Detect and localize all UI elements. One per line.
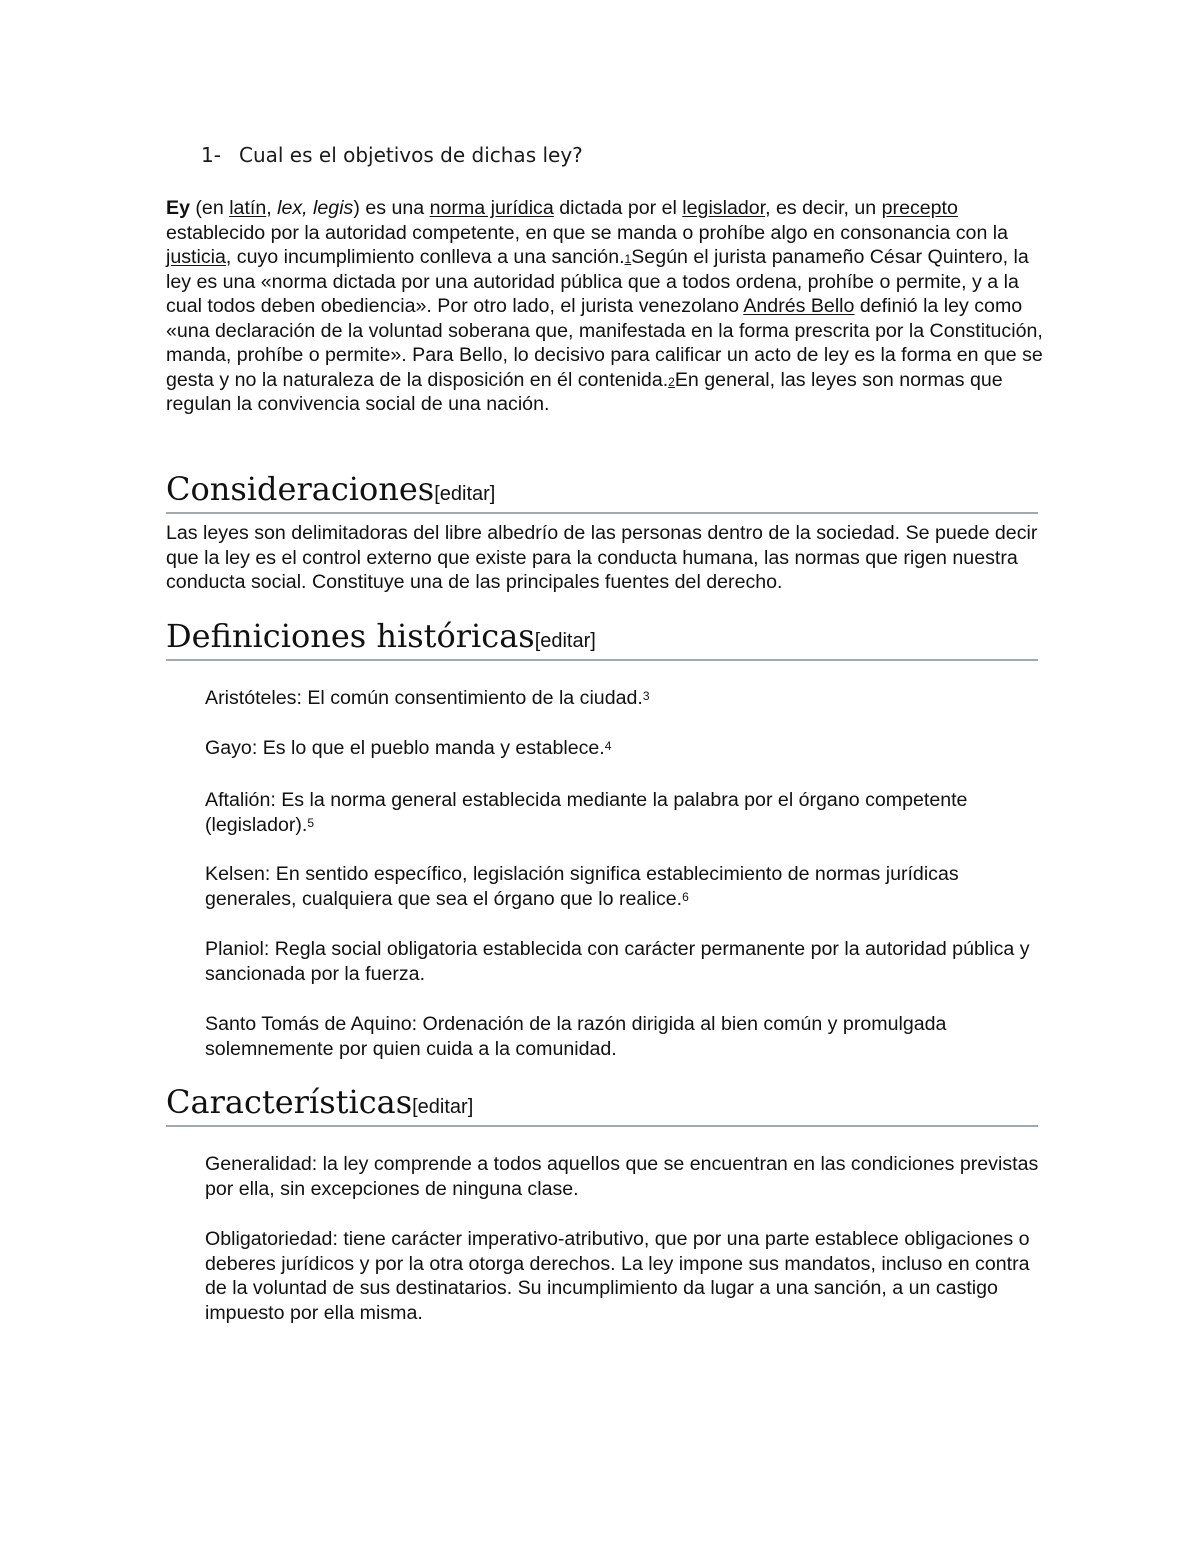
- intro-text: establecido por la autoridad competente, en que se manda o prohíbe algo en consonancia con la: [166, 221, 1009, 244]
- link-precepto[interactable]: precepto: [881, 197, 958, 219]
- edit-link-consideraciones[interactable]: [editar]: [434, 483, 496, 505]
- intro-text: definió la ley como «una declaración de la voluntad soberana que, manifestada en la forma prescrita por la Constitución, manda, prohíbe o permite». Para Bello, lo decisivo para calificar un acto de ley es la forma en que se gesta y no la naturaleza de la disposición en él contenida.: [166, 295, 1043, 391]
- link-andres-bello[interactable]: Andrés Bello: [743, 295, 855, 317]
- intro-text: ) es una: [353, 197, 430, 219]
- footnote-ref-2[interactable]: 2: [668, 374, 675, 389]
- heading-title: Consideraciones: [166, 470, 435, 508]
- question-text: Cual es el objetivos de dichas ley?: [239, 143, 583, 167]
- link-justicia[interactable]: justicia: [166, 246, 226, 268]
- intro-text: ,: [266, 197, 278, 219]
- characteristic-item: Obligatoriedad: tiene carácter imperativo-atributivo, que por una parte establece obligaciones o deberes jurídicos y por la otra otorga derechos. La ley impone sus mandatos, incluso en contra de la voluntad de sus destinatarios. Su incumplimiento da lugar a una sanción, a un castigo impuesto por ella misma.: [205, 1228, 1030, 1324]
- heading-title: Definiciones históricas: [166, 617, 535, 655]
- intro-lead: Ey: [166, 197, 190, 219]
- definition-item: [205, 862, 1045, 911]
- definition-item: [205, 686, 1045, 711]
- definition-item: [205, 1012, 1045, 1061]
- footnote-ref-4[interactable]: 4: [604, 739, 612, 753]
- question-heading: [201, 143, 583, 167]
- intro-lex: lex, legis: [277, 197, 354, 219]
- heading-definiciones: [166, 617, 1038, 661]
- link-legislador[interactable]: legislador: [682, 197, 766, 219]
- heading-title: Características: [166, 1083, 413, 1121]
- footnote-ref-1[interactable]: 1: [624, 252, 632, 266]
- footnote-ref-3[interactable]: 3: [642, 689, 650, 703]
- definition-item: [205, 736, 1045, 761]
- heading-caracteristicas: [166, 1083, 1038, 1127]
- definition-text: Aristóteles: El común consentimiento de la ciudad.: [205, 687, 643, 709]
- definition-text: Gayo: Es lo que el pueblo manda y establece.: [205, 737, 605, 759]
- link-latin[interactable]: latín: [229, 197, 267, 219]
- footnote-ref-5[interactable]: 5: [307, 815, 315, 830]
- consideraciones-paragraph: Las leyes son delimitadoras del libre albedrío de las personas dentro de la sociedad. Se puede decir que la ley es el control externo que existe para la conducta humana, las normas que rigen nuestra conducta social. Constituye una de las principales fuentes del derecho.: [166, 522, 1038, 593]
- intro-paragraph: [166, 196, 1046, 417]
- intro-text: En general, las leyes son normas que regulan la convivencia social de una nación.: [166, 368, 1003, 415]
- intro-text: , cuyo incumplimiento conlleva a una sanción.: [225, 246, 625, 268]
- definition-item: [205, 937, 1045, 986]
- footnote-ref-6[interactable]: 6: [682, 889, 689, 904]
- question-number: 1-: [201, 143, 221, 167]
- definition-text: Planiol: Regla social obligatoria establecida con carácter permanente por la autoridad pública y sancionada por la fuerza.: [205, 938, 1030, 985]
- intro-text: Según el jurista panameño César Quintero, la ley es una «norma dictada por una autoridad pública que a todos ordena, prohíbe o permite, y a la cual todos deben obediencia». Por otro lado, el jurista venezolano: [166, 246, 1029, 317]
- characteristic-item: Generalidad: la ley comprende a todos aquellos que se encuentran en las condiciones previstas por ella, sin excepciones de ninguna clase.: [205, 1153, 1039, 1200]
- definition-item: [205, 788, 1045, 837]
- definition-text: Santo Tomás de Aquino: Ordenación de la razón dirigida al bien común y promulgada solemnemente por quien cuida a la comunidad.: [205, 1013, 947, 1060]
- intro-text: , es decir, un: [765, 197, 882, 219]
- intro-text: dictada por el: [553, 197, 683, 219]
- link-norma-juridica[interactable]: norma jurídica: [429, 197, 554, 219]
- intro-text: (en: [189, 197, 230, 219]
- definition-text: Kelsen: En sentido específico, legislación significa establecimiento de normas jurídicas generales, cualquiera que sea el órgano que lo realice.: [205, 863, 959, 910]
- edit-link-caracteristicas[interactable]: [editar]: [412, 1096, 474, 1118]
- heading-consideraciones: [166, 470, 1038, 514]
- edit-link-definiciones[interactable]: [editar]: [534, 630, 596, 652]
- definition-text: Aftalión: Es la norma general establecida mediante la palabra por el órgano competente (legislador).: [205, 789, 968, 836]
